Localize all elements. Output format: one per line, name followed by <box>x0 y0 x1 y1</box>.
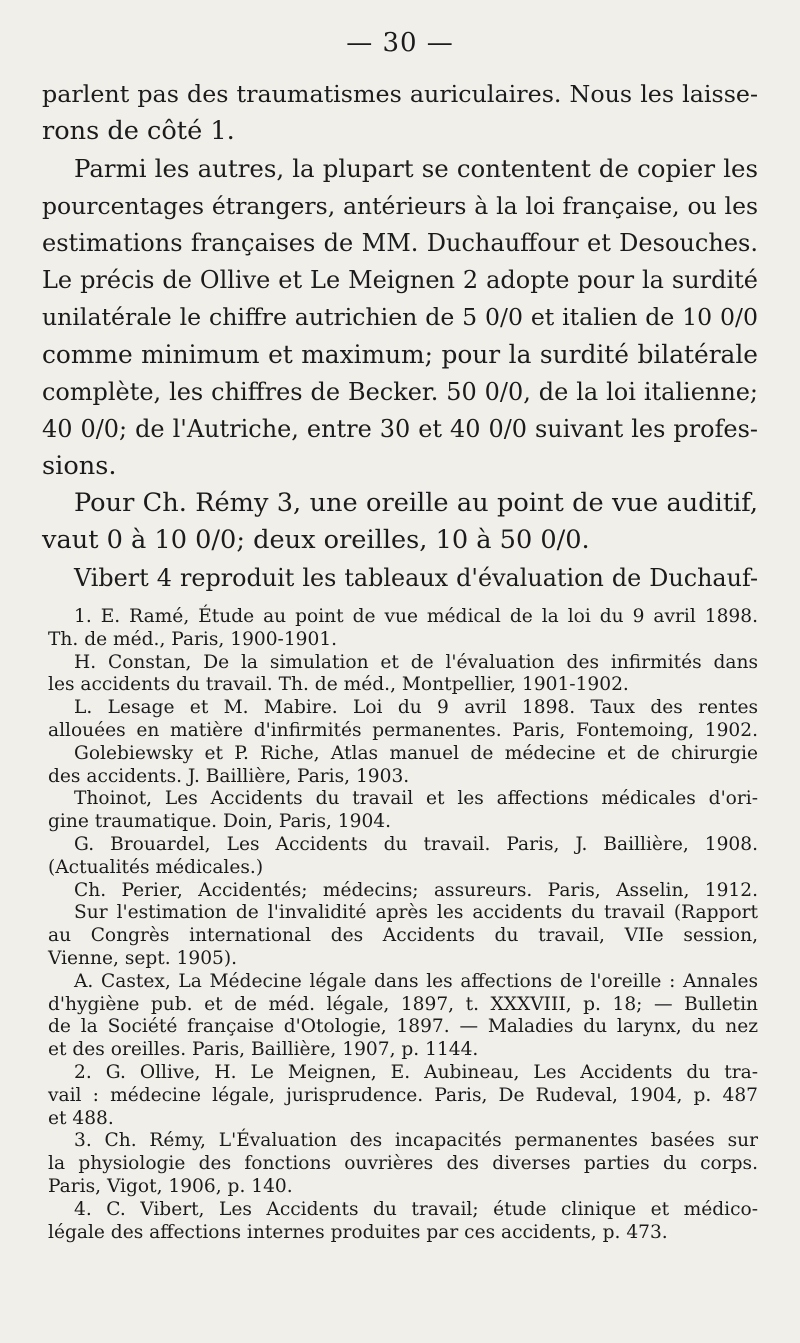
body-line: Le précis de Ollive et Le Meignen 2 adopte pour la surdité <box>42 266 758 295</box>
footnote-line: et des oreilles. Paris, Baillière, 1907, p. 1144. <box>48 1039 479 1061</box>
body-line: Vibert 4 reproduit les tableaux d'évaluation de Duchauf- <box>74 563 758 592</box>
footnote-line: Paris, Vigot, 1906, p. 140. <box>48 1175 293 1197</box>
body-line: Parmi les autres, la plupart se contentent de copier les <box>74 154 758 184</box>
body-line: 40 0/0; de l'Autriche, entre 30 et 40 0/0 suivant les profes- <box>42 414 758 443</box>
page-number: — 30 — <box>346 28 454 58</box>
footnote-line: de la Société française d'Otologie, 1897. — Maladies du larynx, du nez <box>48 1016 758 1038</box>
footnote-line: 2. G. Ollive, H. Le Meignen, E. Aubineau, Les Accidents du tra- <box>74 1061 758 1083</box>
footnote-line: (Actualités médicales.) <box>48 856 264 878</box>
body-text <box>42 76 758 597</box>
footnotes <box>48 606 758 1244</box>
footnote-line: Vienne, sept. 1905). <box>48 947 238 969</box>
footnote-line: au Congrès international des Accidents du travail, VIIe session, <box>48 925 758 947</box>
body-line: parlent pas des traumatismes auriculaires. Nous les laisse- <box>42 80 758 108</box>
footnote-line: Golebiewsky et P. Riche, Atlas manuel de médecine et de chirurgie <box>74 742 758 764</box>
footnote-line: d'hygiène pub. et de méd. légale, 1897, t. XXXVIII, p. 18; — Bulletin <box>48 993 758 1015</box>
footnote-line: légale des affections internes produites par ces accidents, p. 473. <box>48 1221 668 1243</box>
footnote-line: G. Brouardel, Les Accidents du travail. Paris, J. Baillière, 1908. <box>74 833 758 855</box>
body-line: unilatérale le chiffre autrichien de 5 0/0 et italien de 10 0/0 <box>42 303 758 332</box>
body-line: Pour Ch. Rémy 3, une oreille au point de vue auditif, <box>74 488 758 519</box>
footnote-line: 4. C. Vibert, Les Accidents du travail; étude clinique et médico- <box>74 1198 758 1220</box>
footnote-line: 1. E. Ramé, Étude au point de vue médical de la loi du 9 avril 1898. <box>74 606 758 627</box>
footnote-line: H. Constan, De la simulation et de l'évaluation des infirmités dans <box>74 651 758 673</box>
footnote-line: Thoinot, Les Accidents du travail et les affections médicales d'ori- <box>74 788 758 810</box>
footnote-line: Ch. Perier, Accidentés; médecins; assureurs. Paris, Asselin, 1912. <box>74 879 758 901</box>
body-line: complète, les chiffres de Becker. 50 0/0, de la loi italienne; <box>42 377 758 406</box>
footnote-line: et 488. <box>48 1107 114 1129</box>
body-line: vaut 0 à 10 0/0; deux oreilles, 10 à 50 0/0. <box>42 525 590 556</box>
footnote-line: 3. Ch. Rémy, L'Évaluation des incapacités permanentes basées sur <box>74 1130 758 1152</box>
body-line: rons de côté 1. <box>42 116 235 147</box>
footnote-line: les accidents du travail. Th. de méd., Montpellier, 1901-1902. <box>48 674 629 696</box>
footnote-line: A. Castex, La Médecine légale dans les affections de l'oreille : Annales <box>74 970 758 992</box>
footnote-line: des accidents. J. Baillière, Paris, 1903. <box>48 765 410 787</box>
footnote-line: allouées en matière d'infirmités permanentes. Paris, Fontemoing, 1902. <box>48 719 758 741</box>
footnote-line: vail : médecine légale, jurisprudence. Paris, De Rudeval, 1904, p. 487 <box>48 1084 758 1106</box>
body-line: sions. <box>42 451 117 482</box>
footnote-line: la physiologie des fonctions ouvrières des diverses parties du corps. <box>48 1153 758 1175</box>
body-line: estimations françaises de MM. Duchauffour et Desouches. <box>42 228 758 257</box>
footnote-line: L. Lesage et M. Mabire. Loi du 9 avril 1898. Taux des rentes <box>74 697 758 719</box>
footnote-line: Th. de méd., Paris, 1900-1901. <box>48 628 338 650</box>
body-line: pourcentages étrangers, antérieurs à la loi française, ou les <box>42 191 758 220</box>
footnote-line: Sur l'estimation de l'invalidité après les accidents du travail (Rapport <box>74 902 758 924</box>
footnote-line: gine traumatique. Doin, Paris, 1904. <box>48 811 392 833</box>
body-line: comme minimum et maximum; pour la surdité bilatérale <box>42 340 758 370</box>
